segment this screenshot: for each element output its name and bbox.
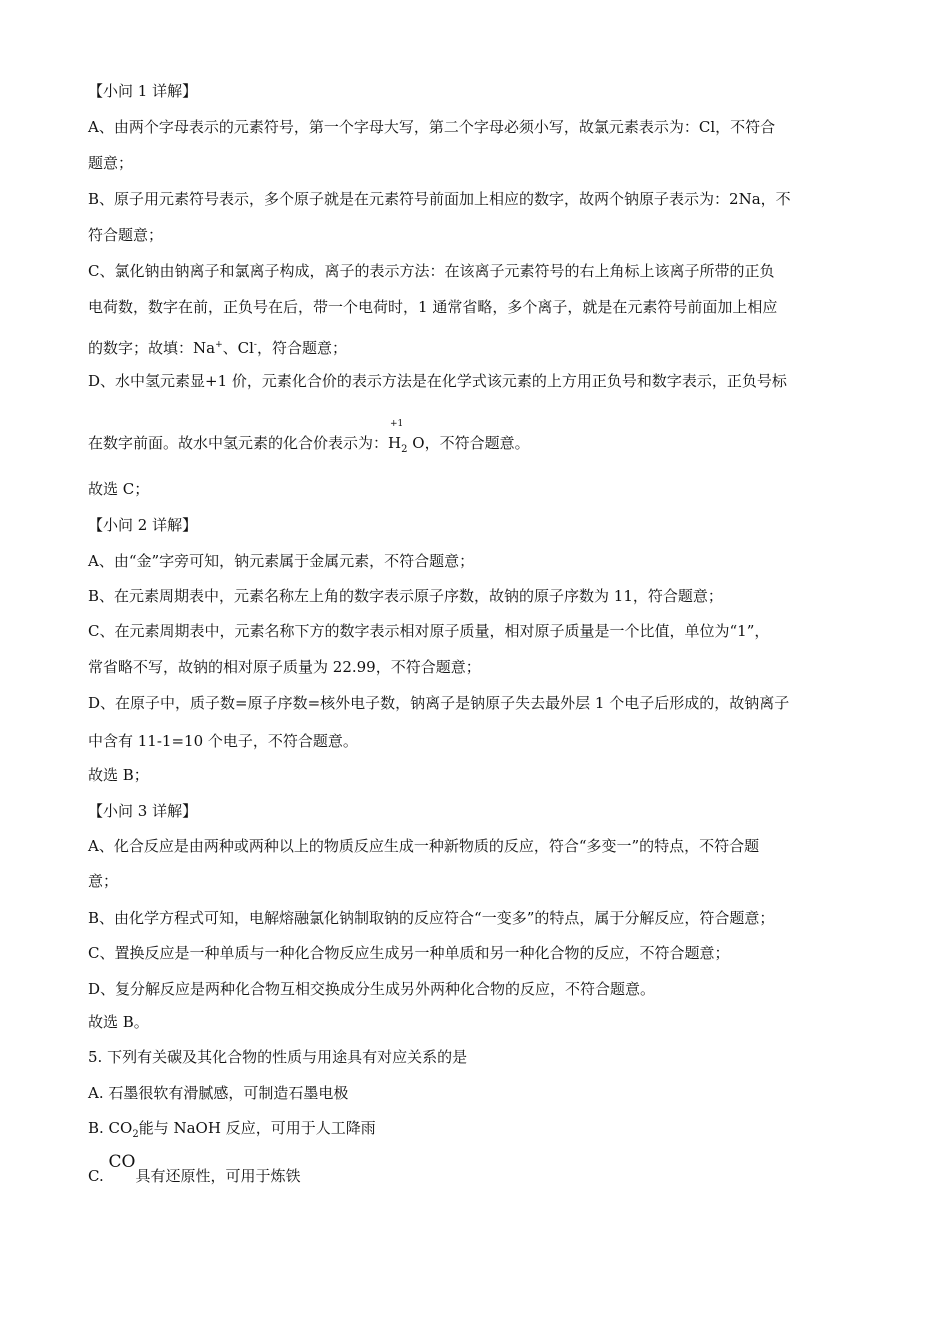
na-charge: + <box>215 340 223 350</box>
q1-option-b-line2: 符合题意； <box>88 226 164 244</box>
q3-heading: 【小问 3 详解】 <box>88 802 198 820</box>
q3-option-c: C、置换反应是一种单质与一种化合物反应生成另一种单质和另一种化合物的反应，不符合题意； <box>88 944 730 962</box>
q1-option-c-line3 <box>88 335 347 358</box>
q1-heading: 【小问 1 详解】 <box>88 82 198 100</box>
q5-option-c <box>88 1152 301 1186</box>
q2-answer: 故选 B； <box>88 766 149 784</box>
ion-text-tail: ，符合题意； <box>256 339 347 357</box>
cl-charge: - <box>253 340 257 350</box>
q1-option-b-line1: B、原子用元素符号表示，多个原子就是在元素符号前面加上相应的数字，故两个钠原子表示为：2Na，不 <box>88 190 791 208</box>
ion-text-cl: 、Cl <box>222 339 254 357</box>
q1-option-c-line2: 电荷数，数字在前，正负号在后，带一个电荷时，1 通常省略，多个离子，就是在元素符号前面加上相应 <box>88 298 778 316</box>
q5-option-a: A. 石墨很软有滑腻感，可制造石墨电极 <box>88 1084 349 1102</box>
h-valence: +1 <box>390 419 404 429</box>
q2-heading: 【小问 2 详解】 <box>88 516 198 534</box>
q1-option-d-line1: D、水中氢元素显+1 价，元素化合价的表示方法是在化学式该元素的上方用正负号和数字表示，正负号标 <box>88 372 787 390</box>
option-c-prefix: C. <box>88 1167 109 1185</box>
q2-option-d-line1: D、在原子中，质子数=原子序数=核外电子数，钠离子是钠原子失去最外层 1 个电子后形成的，故钠离子 <box>88 694 790 712</box>
q1-option-a-line1: A、由两个字母表示的元素符号，第一个字母大写，第二个字母必须小写，故氯元素表示为：Cl，不符合 <box>88 118 776 136</box>
h-subscript: 2 <box>401 444 408 455</box>
option-b-prefix: B. CO <box>88 1119 133 1137</box>
valence-text: 在数字前面。故水中氢元素的化合价表示为： <box>88 434 389 452</box>
q2-option-c-line1: C、在元素周期表中，元素名称下方的数字表示相对原子质量，相对原子质量是一个比值，单位为“1”， <box>88 622 770 640</box>
o-symbol: O <box>407 434 425 452</box>
q3-option-a-line2: 意； <box>88 872 119 890</box>
q2-option-b: B、在元素周期表中，元素名称左上角的数字表示原子序数，故钠的原子序数为 11，符合题意； <box>88 587 723 605</box>
q3-option-d: D、复分解反应是两种化合物互相交换成分生成另外两种化合物的反应，不符合题意。 <box>88 980 656 998</box>
q2-option-d-line2: 中含有 11-1=10 个电子，不符合题意。 <box>88 732 358 750</box>
q1-option-c-line1: C、氯化钠由钠离子和氯离子构成，离子的表示方法：在该离子元素符号的右上角标上该离子所带的正负 <box>88 262 775 280</box>
q3-option-b: B、由化学方程式可知，电解熔融氯化钠制取钠的反应符合“一变多”的特点，属于分解反应，符合题意； <box>88 909 775 927</box>
q1-option-a-line2: 题意； <box>88 154 134 172</box>
option-c-text: 具有还原性，可用于炼铁 <box>135 1167 301 1185</box>
q3-answer: 故选 B。 <box>88 1013 149 1031</box>
q5-stem: 5. 下列有关碳及其化合物的性质与用途具有对应关系的是 <box>88 1048 468 1066</box>
co2-subscript: 2 <box>132 1129 139 1140</box>
co-formula: CO <box>108 1152 136 1172</box>
q2-option-c-line2: 常省略不写，故钠的相对原子质量为 22.99，不符合题意； <box>88 658 481 676</box>
q5-option-b <box>88 1118 376 1145</box>
option-b-text: 能与 NaOH 反应，可用于人工降雨 <box>138 1119 376 1137</box>
h2o-formula <box>388 419 425 460</box>
h-symbol: H <box>388 434 402 452</box>
q3-option-a-line1: A、化合反应是由两种或两种以上的物质反应生成一种新物质的反应，符合“多变一”的特点，不符合题 <box>88 837 760 855</box>
q1-answer: 故选 C； <box>88 480 150 498</box>
q2-option-a: A、由“金”字旁可知，钠元素属于金属元素，不符合题意； <box>88 552 475 570</box>
q1-option-d-line2 <box>88 419 530 460</box>
valence-tail: ，不符合题意。 <box>424 434 530 452</box>
ion-text-na: 的数字；故填：Na <box>88 339 216 357</box>
